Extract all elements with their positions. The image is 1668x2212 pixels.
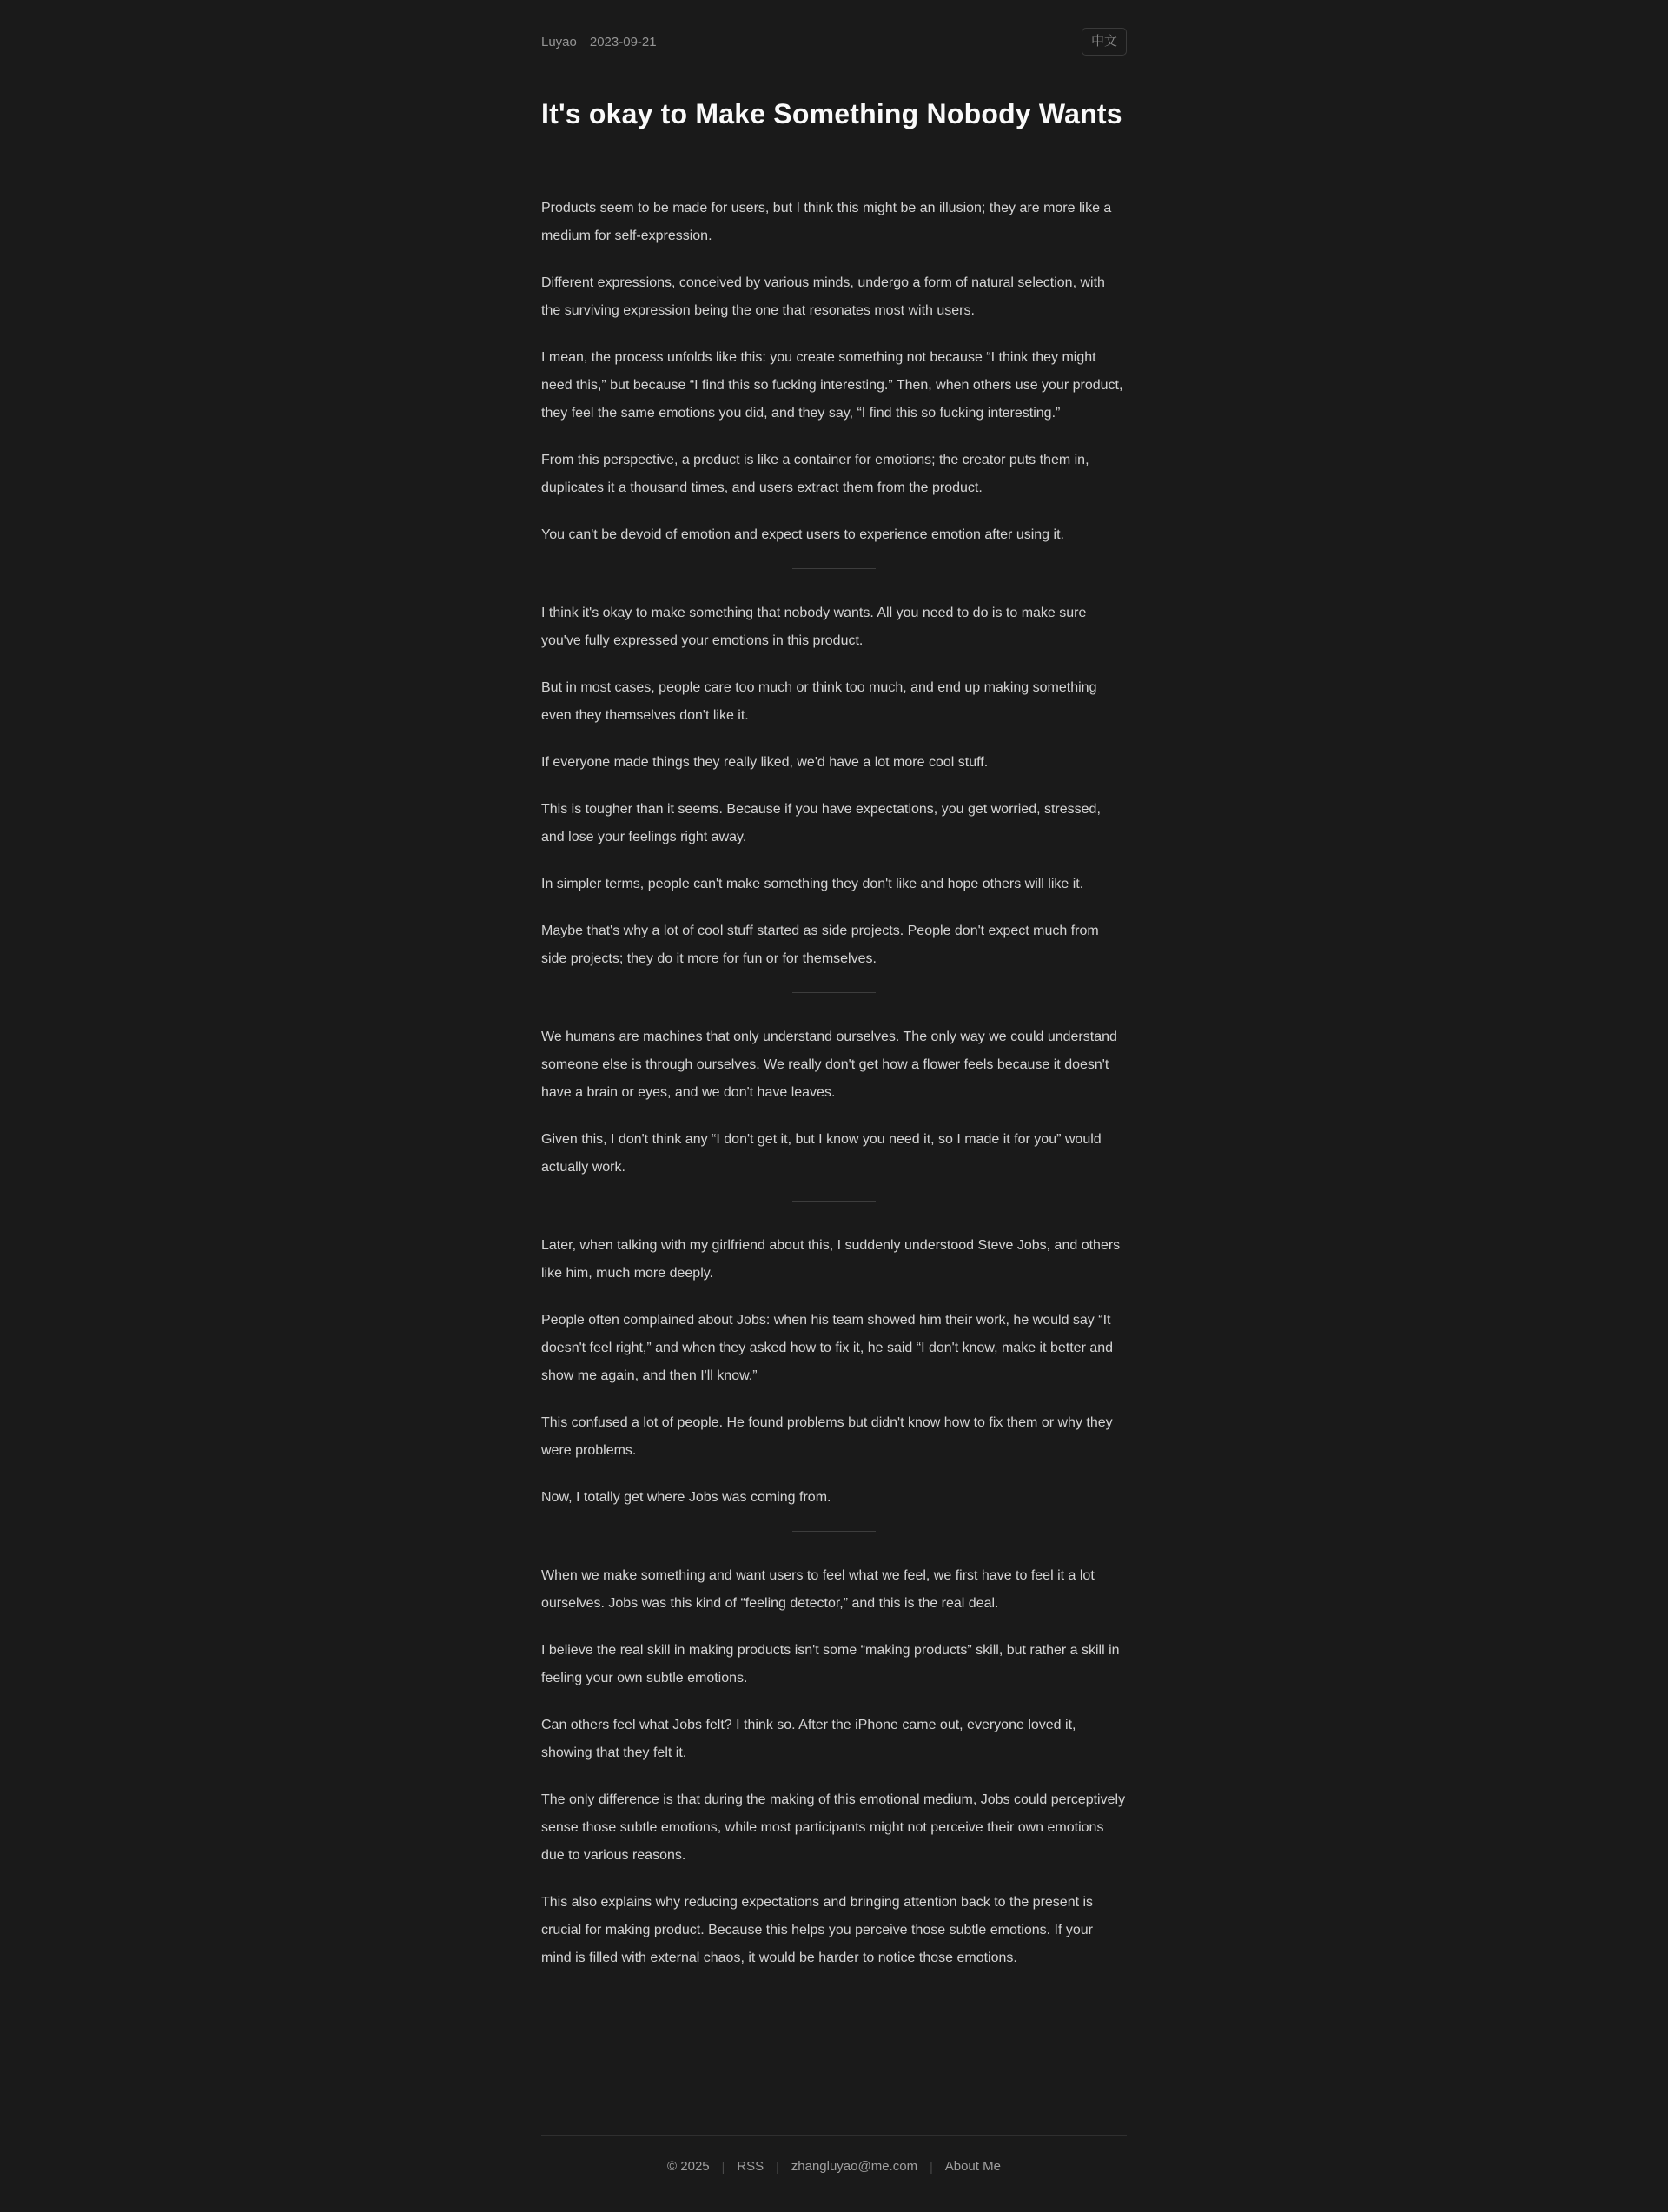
paragraph: This confused a lot of people. He found problems but didn't know how to fix them or why they were problems. xyxy=(541,1415,1113,1458)
post-meta xyxy=(541,35,657,50)
paragraph: If everyone made things they really liked, we'd have a lot more cool stuff. xyxy=(541,755,989,770)
paragraph: When we make something and want users to feel what we feel, we first have to feel it a lot ourselves. Jobs was this kind of “feeling detector,” and this is the real deal. xyxy=(541,1568,1095,1611)
paragraph: I think it's okay to make something that nobody wants. All you need to do is to make sure you've fully expressed your emotions in this product. xyxy=(541,606,1087,648)
site-footer xyxy=(541,2135,1127,2212)
about-me-link[interactable]: About Me xyxy=(944,2159,1001,2174)
paragraph: You can't be devoid of emotion and expect users to experience emotion after using it. xyxy=(541,527,1064,542)
language-toggle-button[interactable]: 中文 xyxy=(1082,28,1127,56)
paragraph: Can others feel what Jobs felt? I think so. After the iPhone came out, everyone loved it, showing that they felt it. xyxy=(541,1718,1076,1760)
paragraph: I believe the real skill in making products isn't some “making products” skill, but rather a skill in feeling your own subtle emotions. xyxy=(541,1643,1120,1685)
email-link[interactable]: zhangluyao@me.com xyxy=(791,2159,918,2174)
footer-separator: | xyxy=(721,2160,725,2174)
section-divider xyxy=(792,568,876,569)
paragraph: I mean, the process unfolds like this: you create something not because “I think they might need this,” but because “I find this so fucking interesting.” Then, when others use your product, they feel the same emotions you did, and they say, “I find this so fucking interesting.” xyxy=(541,350,1123,421)
article-body xyxy=(541,195,1127,1991)
paragraph: We humans are machines that only understand ourselves. The only way we could understand someone else is through ourselves. We really don't get how a flower feels because it doesn't have a brain or eyes, and we don't have leaves. xyxy=(541,1030,1117,1100)
footer-separator: | xyxy=(776,2160,779,2174)
rss-link[interactable]: RSS xyxy=(737,2159,764,2174)
paragraph: Different expressions, conceived by various minds, undergo a form of natural selection, with the surviving expression being the one that resonates most with users. xyxy=(541,275,1105,318)
page-title: It's okay to Make Something Nobody Wants xyxy=(541,98,1122,129)
content-column xyxy=(541,0,1127,2212)
paragraph: Later, when talking with my girlfriend about this, I suddenly understood Steve Jobs, and others like him, much more deeply. xyxy=(541,1238,1121,1281)
paragraph: In simpler terms, people can't make something they don't like and hope others will like it. xyxy=(541,877,1084,891)
paragraph: The only difference is that during the making of this emotional medium, Jobs could perceptively sense those subtle emotions, while most participants might not perceive their own emotions due to various reasons. xyxy=(541,1792,1126,1863)
paragraph: Given this, I don't think any “I don't get it, but I know you need it, so I made it for you” would actually work. xyxy=(541,1132,1102,1175)
copyright-text: © 2025 xyxy=(667,2159,710,2174)
paragraph: Maybe that's why a lot of cool stuff started as side projects. People don't expect much from side projects; they do it more for fun or for themselves. xyxy=(541,924,1099,966)
post-meta-row xyxy=(541,28,1127,56)
footer-divider xyxy=(541,2135,1127,2136)
paragraph: From this perspective, a product is like a container for emotions; the creator puts them in, duplicates it a thousand times, and users extract them from the product. xyxy=(541,453,1089,495)
author-name: Luyao xyxy=(541,34,577,50)
paragraph: This is tougher than it seems. Because if you have expectations, you get worried, stressed, and lose your feelings right away. xyxy=(541,802,1101,844)
section-divider xyxy=(792,1531,876,1532)
footer-nav xyxy=(541,2158,1127,2176)
post-date: 2023-09-21 xyxy=(589,34,657,50)
paragraph: Now, I totally get where Jobs was coming from. xyxy=(541,1490,831,1505)
paragraph: This also explains why reducing expectations and bringing attention back to the present is crucial for making product. Because this helps you perceive those subtle emotions. If your mind is filled with external chaos, it would be harder to notice those emotions. xyxy=(541,1895,1094,1965)
paragraph: But in most cases, people care too much or think too much, and end up making something even they themselves don't like it. xyxy=(541,680,1097,723)
paragraph: Products seem to be made for users, but I think this might be an illusion; they are more like a medium for self-expression. xyxy=(541,201,1112,243)
footer-separator: | xyxy=(930,2160,933,2174)
paragraph: People often complained about Jobs: when his team showed him their work, he would say “It doesn't feel right,” and when they asked how to fix it, he said “I don't know, make it better and show me again, and then I'll know.” xyxy=(541,1313,1114,1383)
section-divider xyxy=(792,992,876,993)
section-divider xyxy=(792,1201,876,1202)
